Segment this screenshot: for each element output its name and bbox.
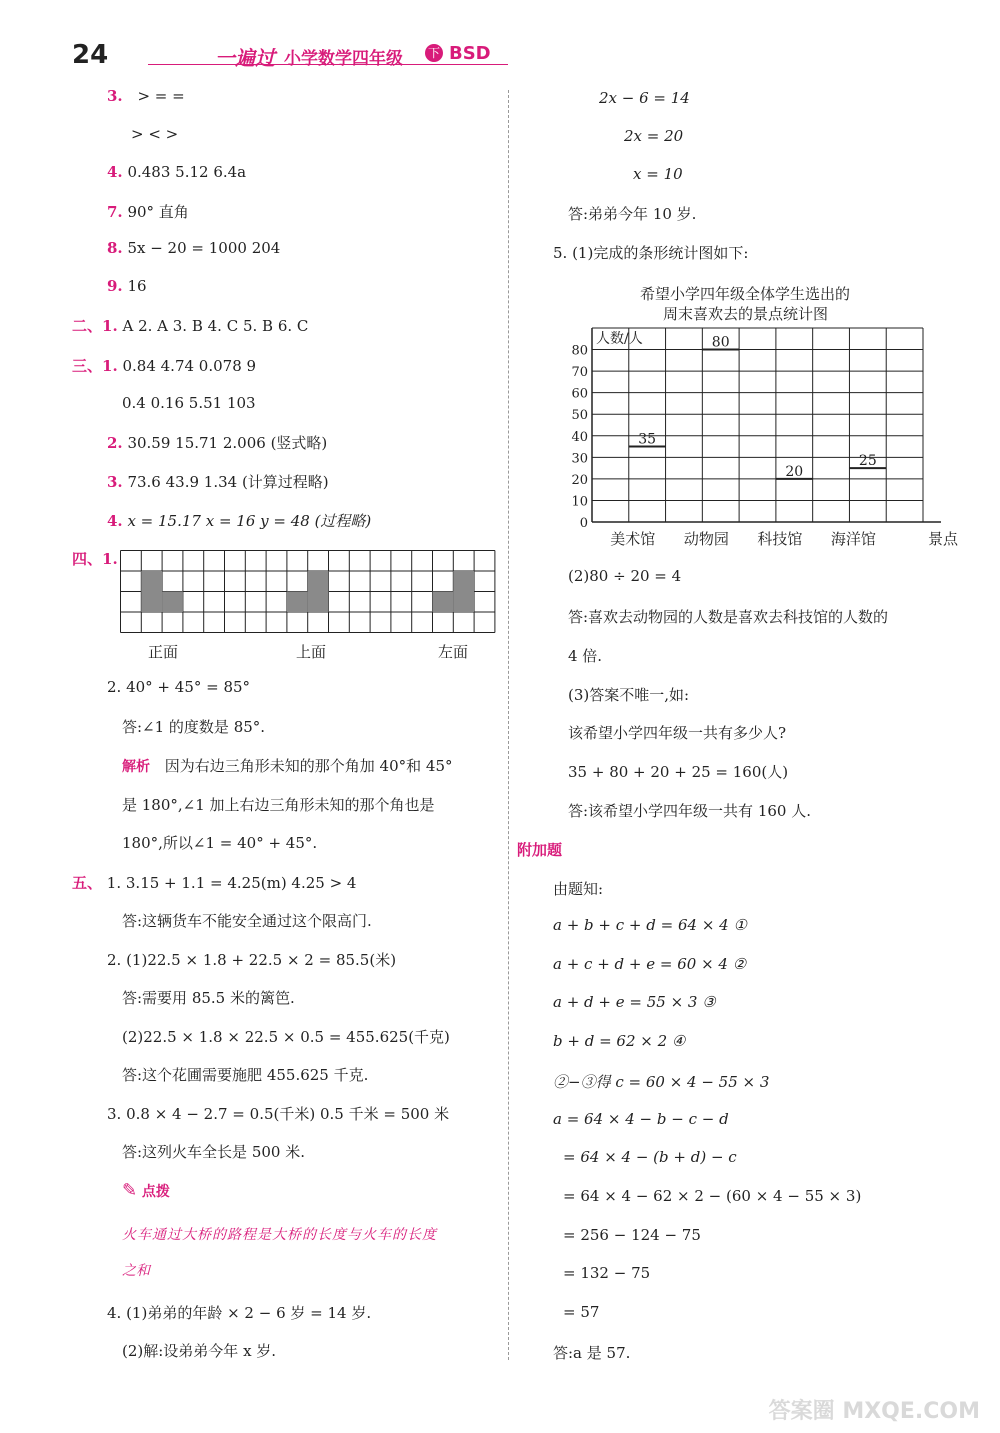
- shaded-cell: [287, 592, 308, 613]
- extra-line: a + b + c + d = 64 × 4 ①: [553, 916, 747, 934]
- q53: 3. 0.8 × 4 − 2.7 = 0.5(千米) 0.5 千米 = 500 米: [107, 1105, 450, 1123]
- x-category-label: 美术馆: [610, 530, 656, 548]
- answer-line: [72, 355, 256, 376]
- q5c: (3)答案不唯一,如:: [568, 686, 690, 704]
- q5-intro: 5. (1)完成的条形统计图如下:: [553, 244, 749, 262]
- bar-value-label: 25: [858, 453, 877, 470]
- q-number: 9.: [107, 277, 123, 295]
- q5b-answer-2: 4 倍.: [568, 647, 603, 665]
- x-category-label: 海洋馆: [830, 530, 876, 548]
- q52a: 2. (1)22.5 × 1.8 + 22.5 × 2 = 85.5(米): [107, 951, 397, 969]
- shaded-cell: [141, 571, 162, 592]
- q4-answer: 答:弟弟今年 10 岁.: [568, 205, 697, 223]
- section-four-label: [72, 548, 118, 569]
- q52b: (2)22.5 × 1.8 × 22.5 × 0.5 = 455.625(千克): [122, 1028, 450, 1046]
- q-number: 8.: [107, 239, 123, 257]
- chart-title-line-1: 希望小学四年级全体学生选出的: [640, 285, 851, 303]
- q52a-answer: 答:需要用 85.5 米的篱笆.: [122, 989, 295, 1007]
- tip-label: 点拨: [141, 1184, 170, 1200]
- extra-line: = 132 − 75: [563, 1264, 651, 1282]
- bar-chart: [560, 322, 959, 552]
- chart-title-line-2: 周末喜欢去的景点统计图: [663, 305, 829, 323]
- analysis-label: 解析: [122, 759, 150, 775]
- answer-line: [107, 239, 280, 257]
- answer-text: 90° 直角: [127, 203, 189, 221]
- extra-line: = 57: [563, 1303, 600, 1321]
- section-label: 五、: [72, 874, 103, 892]
- tip-line-1: 火车通过大桥的路程是大桥的长度与火车的长度: [122, 1227, 437, 1243]
- analysis-line-1: [122, 755, 453, 776]
- q-number: 3.: [107, 87, 123, 105]
- answer-line: [122, 394, 256, 412]
- answer-text: 30.59 15.71 2.006 (竖式略): [127, 434, 328, 452]
- extra-problem-label: 附加题: [517, 841, 563, 859]
- page-number: 24: [72, 40, 109, 70]
- y-tick-label: 0: [579, 516, 588, 531]
- header-title: 小学数学四年级: [284, 49, 403, 69]
- q54a: 4. (1)弟弟的年龄 × 2 − 6 岁 = 14 岁.: [107, 1304, 372, 1322]
- extra-line: 答:a 是 57.: [553, 1344, 631, 1362]
- q-number: 1.: [102, 317, 118, 335]
- q-number: 4.: [107, 512, 123, 530]
- y-tick-label: 40: [571, 429, 588, 445]
- q2-equation: 2. 40° + 45° = 85°: [107, 678, 251, 696]
- answer-line: [107, 201, 189, 222]
- q54b: (2)解:设弟弟今年 x 岁.: [122, 1342, 277, 1360]
- answer-text: > = =: [137, 87, 185, 105]
- section-label: 二、: [72, 317, 103, 335]
- extra-line: a + d + e = 55 × 3 ③: [553, 993, 716, 1011]
- q51-equation: 1. 3.15 + 1.1 = 4.25(m) 4.25 > 4: [106, 874, 357, 892]
- answer-line: [107, 432, 327, 453]
- extra-line: = 64 × 4 − (b + d) − c: [563, 1148, 737, 1166]
- shaded-cell: [453, 571, 474, 592]
- answer-line: [107, 163, 246, 181]
- extra-line: ②−③得 c = 60 × 4 − 55 × 3: [553, 1073, 770, 1091]
- q-number: 2.: [107, 434, 123, 452]
- watermark: 答案圈 MXQE.COM: [768, 1399, 980, 1424]
- q5c-line-1: 该希望小学四年级一共有多少人?: [568, 724, 787, 742]
- header-edition: BSD: [449, 43, 491, 64]
- extra-line: = 256 − 124 − 75: [563, 1226, 701, 1244]
- header-brand: 一遍过: [215, 46, 275, 70]
- q-number: 1.: [102, 357, 118, 375]
- header-rule: [148, 64, 508, 65]
- x-category-label: 动物园: [683, 530, 729, 548]
- answer-line: [107, 277, 147, 295]
- analysis-line-3: 180°,所以∠1 = 40° + 45°.: [122, 834, 318, 852]
- answer-line: [131, 125, 178, 143]
- shaded-cell: [141, 592, 162, 613]
- answer-text: 16: [127, 277, 147, 295]
- y-tick-label: 20: [571, 472, 588, 488]
- answer-text: A 2. A 3. B 4. C 5. B 6. C: [122, 317, 309, 335]
- tip-header: [122, 1180, 170, 1201]
- answer-text: 0.483 5.12 6.4a: [127, 163, 247, 181]
- x-axis-label: 景点: [928, 530, 959, 548]
- extra-line: b + d = 62 × 2 ④: [553, 1032, 686, 1050]
- shaded-cell: [453, 592, 474, 613]
- y-tick-label: 70: [571, 365, 588, 381]
- section-label: 四、: [72, 550, 103, 568]
- answer-line: [107, 87, 185, 105]
- q-number: 1.: [102, 550, 118, 568]
- q5b-answer-1: 答:喜欢去动物园的人数是喜欢去科技馆的人数的: [568, 608, 889, 626]
- shaded-cell: [433, 592, 454, 613]
- x-category-label: 科技馆: [757, 530, 803, 548]
- answer-text: x = 15.17 x = 16 y = 48 (过程略): [127, 512, 372, 530]
- answer-text: > < >: [131, 125, 179, 143]
- eq-line-3: x = 10: [633, 165, 683, 183]
- answer-text: 0.84 4.74 0.078 9: [122, 357, 257, 375]
- q-number: 3.: [107, 473, 123, 491]
- column-divider: [508, 90, 509, 1360]
- view-label-left: 左面: [438, 643, 469, 661]
- answer-text: 5x − 20 = 1000 204: [127, 239, 281, 257]
- q53-answer: 答:这列火车全长是 500 米.: [122, 1143, 305, 1161]
- shaded-cell: [308, 571, 329, 592]
- q5c-line-2: 35 + 80 + 20 + 25 = 160(人): [568, 763, 789, 781]
- view-label-front: 正面: [148, 643, 179, 661]
- bar-value-label: 20: [785, 463, 804, 480]
- q51-answer: 答:这辆货车不能安全通过这个限高门.: [122, 912, 372, 930]
- q-number: 7.: [107, 203, 123, 221]
- eq-line-1: 2x − 6 = 14: [599, 89, 690, 107]
- shaded-cell: [162, 592, 183, 613]
- q-number: 4.: [107, 163, 123, 181]
- extra-line: a + c + d + e = 60 × 4 ②: [553, 955, 747, 973]
- q51-line: [72, 872, 356, 893]
- q52b-answer: 答:这个花圃需要施肥 455.625 千克.: [122, 1066, 369, 1084]
- answer-line: [107, 471, 329, 492]
- bar-value-label: 80: [711, 334, 730, 351]
- y-tick-label: 30: [571, 451, 588, 467]
- eq-line-2: 2x = 20: [624, 127, 684, 145]
- tip-line-2: 之和: [122, 1263, 150, 1279]
- answer-text: 73.6 43.9 1.34 (计算过程略): [127, 473, 329, 491]
- view-label-top: 上面: [296, 643, 327, 661]
- analysis-line-2: 是 180°,∠1 加上右边三角形未知的那个角也是: [122, 796, 435, 814]
- bar-value-label: 35: [638, 431, 657, 448]
- pen-icon: ✎: [122, 1180, 138, 1201]
- extra-line: a = 64 × 4 − b − c − d: [553, 1110, 729, 1128]
- extra-line: = 64 × 4 − 62 × 2 − (60 × 4 − 55 × 3): [563, 1187, 862, 1205]
- views-grid: [120, 550, 496, 634]
- y-tick-label: 10: [571, 494, 588, 510]
- answer-text: 0.4 0.16 5.51 103: [122, 394, 256, 412]
- answer-line: [72, 315, 308, 336]
- q2-answer: 答:∠1 的度数是 85°.: [122, 718, 266, 736]
- answer-line: [107, 510, 371, 531]
- y-tick-label: 80: [571, 343, 588, 359]
- header-volume-badge: 下: [425, 44, 443, 62]
- y-axis-label: 人数/人: [596, 331, 643, 347]
- q5b: (2)80 ÷ 20 = 4: [568, 567, 682, 585]
- q5c-answer: 答:该希望小学四年级一共有 160 人.: [568, 802, 811, 820]
- y-tick-label: 60: [571, 386, 588, 402]
- extra-line: 由题知:: [553, 880, 604, 898]
- y-tick-label: 50: [571, 408, 588, 424]
- shaded-cell: [308, 592, 329, 613]
- section-label: 三、: [72, 357, 103, 375]
- analysis-text: 因为右边三角形未知的那个角加 40°和 45°: [164, 757, 453, 775]
